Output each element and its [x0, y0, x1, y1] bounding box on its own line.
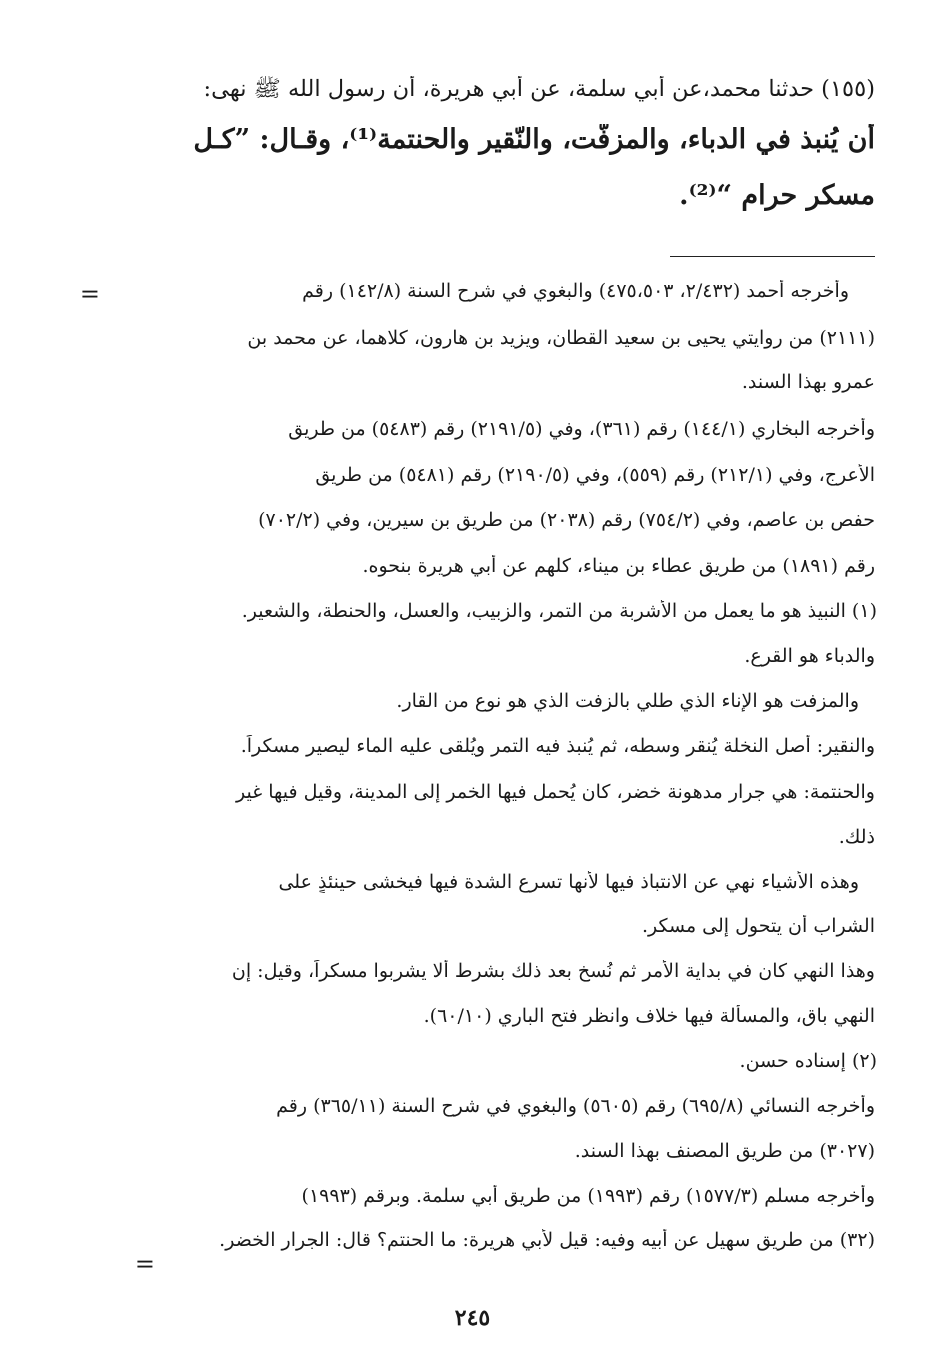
footnote-line: والنقير: أصل النخلة يُنقر وسطه، ثم يُنبذ فيه التمر ويُلقى عليه الماء ليصير مسكراً.: [240, 735, 875, 757]
footnote-line: (٢) إسناده حسن.: [739, 1050, 877, 1072]
footnote-line: والحنتمة: هي جرار مدهونة خضر، كان يُحمل فيها الخمر إلى المدينة، وقيل فيها غير: [236, 781, 875, 803]
page-number: ٢٤٥: [454, 1305, 491, 1331]
footnote-line: والمزفت هو الإناء الذي طلي بالزفت الذي هو نوع من القار.: [396, 690, 859, 712]
hadith-matn-line-1: أن يُنبذ في الدباء، والمزفّت، والنّقير والحنتمة⁽¹⁾، وقـال: ”كـل: [193, 124, 875, 155]
footnote-line: وأخرجه أحمد (٢/٤٣٢، ٤٧٥،٥٠٣) والبغوي في شرح السنة (١٤٢/٨) رقم: [302, 280, 849, 302]
footnote-separator: [670, 256, 875, 257]
footnote-line: (٣٢) من طريق سهيل عن أبيه وفيه: قيل لأبي هريرة: ما الحنتم؟ قال: الجرار الخضر.: [219, 1229, 875, 1251]
footnote-line: حفص بن عاصم، وفي (٧٥٤/٢) رقم (٢٠٣٨) من طريق بن سيرين، وفي (٧٠٢/٢): [258, 509, 875, 531]
footnote-line: وأخرجه البخاري (١٤٤/١) رقم (٣٦١)، وفي (٢١٩١/٥) رقم (٥٤٨٣) من طريق: [288, 418, 875, 440]
footnote-line: النهي باق، والمسألة فيها خلاف وانظر فتح الباري (٦٠/١٠).: [423, 1005, 875, 1027]
hadith-line-1: (١٥٥) حدثنا محمد،عن أبي سلمة، عن أبي هريرة، أن رسول الله ﷺ نهى:: [203, 76, 875, 102]
footnote-line: ذلك.: [838, 826, 875, 848]
footnote-line: الأعرج، وفي (٢١٢/١) رقم (٥٥٩)، وفي (٢١٩٠/٥) رقم (٥٤٨١) من طريق: [315, 464, 875, 486]
footnote-line: وهذه الأشياء نهي عن الانتباذ فيها لأنها تسرع الشدة فيها فيخشى حينئذٍ على: [278, 871, 859, 893]
continuation-mark-top: =: [79, 280, 100, 308]
hadith-matn-line-2: مسكر حرام “⁽²⁾.: [679, 180, 875, 211]
footnote-line: الشراب أن يتحول إلى مسكر.: [641, 915, 875, 937]
footnote-line: عمرو بهذا السند.: [741, 371, 875, 393]
footnote-line: (٢١١١) من روايتي يحيى بن سعيد القطان، ويزيد بن هارون، كلاهما، عن محمد بن: [247, 327, 875, 349]
continuation-mark-bottom: =: [134, 1250, 155, 1278]
footnote-line: والدباء هو القرع.: [744, 645, 875, 667]
footnote-line: رقم (١٨٩١) من طريق عطاء بن ميناء، كلهم عن أبي هريرة بنحوه.: [362, 555, 875, 577]
footnote-line: (٣٠٢٧) من طريق المصنف بهذا السند.: [574, 1140, 875, 1162]
footnote-line: وأخرجه مسلم (١٥٧٧/٣) رقم (١٩٩٣) من طريق أبي سلمة. وبرقم (١٩٩٣): [301, 1185, 875, 1207]
footnote-line: وأخرجه النسائي (٦٩٥/٨) رقم (٥٦٠٥) والبغوي في شرح السنة (٣٦٥/١١) رقم: [276, 1095, 875, 1117]
footnote-line: (١) النبيذ هو ما يعمل من الأشربة من التمر، والزبيب، والعسل، والحنطة، والشعير.: [241, 600, 877, 622]
footnote-line: وهذا النهي كان في بداية الأمر ثم نُسخ بعد ذلك بشرط ألا يشربوا مسكراً، وقيل: إن: [231, 960, 875, 982]
